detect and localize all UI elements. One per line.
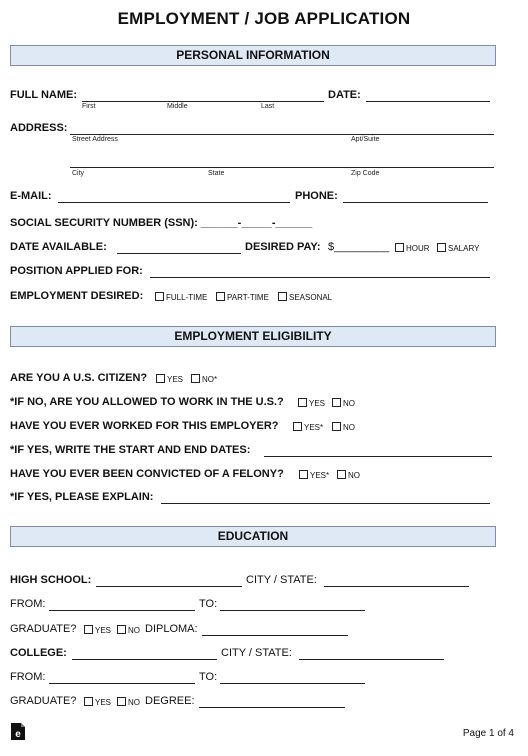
allowed-to-work-question: *IF NO, ARE YOU ALLOWED TO WORK IN THE U.S.? xyxy=(10,396,284,408)
high-school-to-label: TO: xyxy=(199,598,218,610)
checkbox-icon xyxy=(278,292,287,301)
full-time-label: FULL-TIME xyxy=(166,293,208,302)
apt-suite-caption: Apt/Suite xyxy=(351,136,380,143)
seasonal-option[interactable] xyxy=(278,292,332,302)
no-label: NO* xyxy=(202,375,218,384)
position-field[interactable] xyxy=(150,277,490,278)
checkbox-icon xyxy=(437,243,446,252)
college-graduate-no-option[interactable] xyxy=(117,697,140,707)
high-school-graduate-label: GRADUATE? xyxy=(10,623,77,635)
yes-label: YES xyxy=(95,626,112,635)
college-city-state-label: CITY / STATE: xyxy=(221,647,292,659)
zip-code-caption: Zip Code xyxy=(351,170,380,177)
checkbox-icon xyxy=(337,470,346,479)
college-from-field[interactable] xyxy=(49,683,195,684)
high-school-city-state-field[interactable] xyxy=(324,586,469,587)
city-state-zip-field[interactable] xyxy=(70,167,494,168)
yes-label: YES xyxy=(309,399,326,408)
date-field[interactable] xyxy=(366,101,490,102)
page-number: Page 1 of 4 xyxy=(462,728,514,739)
high-school-graduate-yes-option[interactable] xyxy=(84,625,111,635)
high-school-field[interactable] xyxy=(96,586,242,587)
allowed-no-option[interactable] xyxy=(332,398,355,408)
worked-no-option[interactable] xyxy=(332,422,355,432)
checkbox-icon xyxy=(84,625,93,634)
college-city-state-field[interactable] xyxy=(299,659,444,660)
diploma-field[interactable] xyxy=(202,635,348,636)
date-available-field[interactable] xyxy=(117,253,241,254)
high-school-graduate-no-option[interactable] xyxy=(117,625,140,635)
svg-text:e: e xyxy=(15,729,21,740)
checkbox-icon xyxy=(117,697,126,706)
felony-yes-option[interactable] xyxy=(299,470,329,480)
last-name-caption: Last xyxy=(261,103,275,110)
seasonal-label: SEASONAL xyxy=(289,293,333,302)
degree-field[interactable] xyxy=(199,707,345,708)
checkbox-icon xyxy=(191,374,200,383)
college-to-label: TO: xyxy=(199,671,218,683)
high-school-from-field[interactable] xyxy=(49,610,195,611)
high-school-label: HIGH SCHOOL: xyxy=(10,574,92,586)
salary-label: SALARY xyxy=(448,244,480,253)
college-label: COLLEGE: xyxy=(10,647,67,659)
checkbox-icon xyxy=(155,292,164,301)
street-address-field[interactable] xyxy=(70,134,494,135)
date-label: DATE: xyxy=(328,89,361,101)
college-graduate-label: GRADUATE? xyxy=(10,695,77,707)
explain-field[interactable] xyxy=(161,503,490,504)
diploma-label: DIPLOMA: xyxy=(145,623,198,635)
full-name-label: FULL NAME: xyxy=(10,89,78,101)
checkbox-icon xyxy=(156,374,165,383)
document-e-logo-icon xyxy=(11,723,25,740)
first-name-caption: First xyxy=(82,103,96,110)
address-label: ADDRESS: xyxy=(10,122,68,134)
yes-label: YES* xyxy=(310,471,330,480)
hour-option[interactable] xyxy=(395,243,430,253)
citizen-yes-option[interactable] xyxy=(156,374,183,384)
felony-question: HAVE YOU EVER BEEN CONVICTED OF A FELONY? xyxy=(10,468,284,480)
high-school-to-field[interactable] xyxy=(220,610,365,611)
middle-name-caption: Middle xyxy=(167,103,188,110)
allowed-yes-option[interactable] xyxy=(298,398,325,408)
email-label: E-MAIL: xyxy=(10,190,52,202)
email-field[interactable] xyxy=(58,202,290,203)
full-time-option[interactable] xyxy=(155,292,207,302)
felony-no-option[interactable] xyxy=(337,470,360,480)
citizen-question: ARE YOU A U.S. CITIZEN? xyxy=(10,372,148,384)
college-field[interactable] xyxy=(72,659,217,660)
worked-before-question: HAVE YOU EVER WORKED FOR THIS EMPLOYER? xyxy=(10,420,279,432)
explain-label: *IF YES, PLEASE EXPLAIN: xyxy=(10,491,154,503)
no-label: NO xyxy=(128,626,140,635)
document-title: EMPLOYMENT / JOB APPLICATION xyxy=(117,9,411,28)
degree-label: DEGREE: xyxy=(145,695,195,707)
citizen-no-option[interactable] xyxy=(191,374,217,384)
start-end-dates-label: *IF YES, WRITE THE START AND END DATES: xyxy=(10,444,251,456)
street-address-caption: Street Address xyxy=(72,136,118,143)
ssn-label: SOCIAL SECURITY NUMBER (SSN): ______-_____-______ xyxy=(10,217,313,229)
checkbox-icon xyxy=(299,470,308,479)
position-label: POSITION APPLIED FOR: xyxy=(10,265,143,277)
phone-label: PHONE: xyxy=(295,190,338,202)
no-label: NO xyxy=(348,471,360,480)
college-from-label: FROM: xyxy=(10,671,46,683)
hour-label: HOUR xyxy=(406,244,430,253)
checkbox-icon xyxy=(332,422,341,431)
checkbox-icon xyxy=(298,398,307,407)
section-header-education: EDUCATION xyxy=(10,526,496,547)
employment-desired-label: EMPLOYMENT DESIRED: xyxy=(10,290,144,302)
section-header-eligibility: EMPLOYMENT ELIGIBILITY xyxy=(10,326,496,347)
checkbox-icon xyxy=(293,422,302,431)
section-header-personal: PERSONAL INFORMATION xyxy=(10,45,496,66)
yes-label: YES* xyxy=(304,423,324,432)
checkbox-icon xyxy=(332,398,341,407)
date-available-label: DATE AVAILABLE: xyxy=(10,241,107,253)
city-caption: City xyxy=(72,170,85,177)
checkbox-icon xyxy=(117,625,126,634)
college-to-field[interactable] xyxy=(220,683,365,684)
state-caption: State xyxy=(208,170,225,177)
yes-label: YES xyxy=(95,698,112,707)
high-school-from-label: FROM: xyxy=(10,598,46,610)
no-label: NO xyxy=(343,399,355,408)
high-school-city-state-label: CITY / STATE: xyxy=(246,574,317,586)
part-time-option[interactable] xyxy=(216,292,269,302)
checkbox-icon xyxy=(84,697,93,706)
desired-pay-field[interactable]: $_________ xyxy=(328,241,390,253)
checkbox-icon xyxy=(395,243,404,252)
checkbox-icon xyxy=(216,292,225,301)
desired-pay-label: DESIRED PAY: xyxy=(245,241,321,253)
full-name-field[interactable] xyxy=(82,101,324,102)
worked-yes-option[interactable] xyxy=(293,422,323,432)
phone-field[interactable] xyxy=(343,202,488,203)
yes-label: YES xyxy=(167,375,184,384)
salary-option[interactable] xyxy=(437,243,479,253)
no-label: NO xyxy=(343,423,355,432)
part-time-label: PART-TIME xyxy=(227,293,269,302)
start-end-dates-field[interactable] xyxy=(264,456,492,457)
no-label: NO xyxy=(128,698,140,707)
college-graduate-yes-option[interactable] xyxy=(84,697,111,707)
